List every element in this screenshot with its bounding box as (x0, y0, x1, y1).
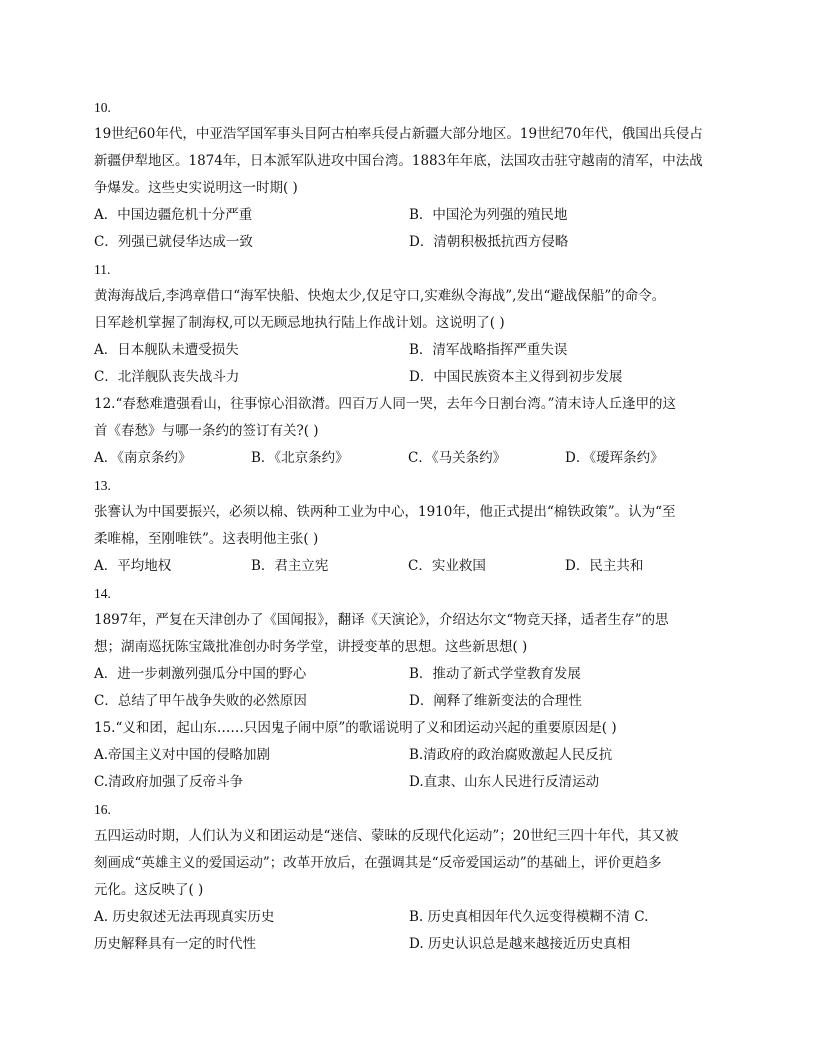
option-d: D．清朝积极抵抗西方侵略 (409, 234, 569, 250)
option-row (94, 445, 724, 472)
option-b: B．中国沦为列强的殖民地 (409, 207, 568, 223)
question-stem-line: 元化。这反映了( ) (94, 882, 204, 898)
option-a: A．日本舰队未遭受损失 (94, 342, 239, 358)
option-row (94, 661, 724, 688)
option-d: D．《瑷珲条约》 (565, 450, 664, 466)
option-d: D．民主共和 (565, 558, 644, 574)
option-c: C．列强已就侵华达成一致 (94, 234, 253, 250)
question-stem-line: 12.“春愁难遣强看山，往事惊心泪欲潸。四百万人同一哭，去年今日割台湾。”清末诗人丘逢甲的这 (94, 396, 677, 412)
question-number: 11. (94, 262, 111, 277)
option-a: A．平均地权 (94, 558, 172, 574)
question-stem-line: 首《春愁》与哪一条约的签订有关?( ) (94, 423, 319, 439)
option-b: B．推动了新式学堂教育发展 (409, 666, 581, 682)
option-row (94, 904, 724, 931)
option-row (94, 202, 724, 229)
question-stem-line: 新疆伊犁地区。1874年，日本派军队进攻中国台湾。1883年年底，法国攻击驻守越南的清军，中法战 (94, 153, 703, 169)
question-stem-line: 15.“义和团，起山东……只因鬼子闹中原”的歌谣说明了义和团运动兴起的重要原因是( ) (94, 720, 617, 736)
option-row (94, 688, 724, 715)
option-c: C．总结了甲午战争失败的必然原因 (94, 693, 307, 709)
question-number: 10. (94, 100, 111, 115)
option-c: C．北洋舰队丧失战斗力 (94, 369, 240, 385)
question-number: 13. (94, 478, 111, 493)
question-number: 14. (94, 586, 111, 601)
option-row (94, 229, 724, 256)
option-row (94, 931, 724, 958)
question-stem-line: 争爆发。这些史实说明这一时期( ) (94, 180, 298, 196)
option-b: B. 历史真相因年代久远变得模糊不清 C. (409, 909, 649, 925)
option-b: B．清军战略指挥严重失误 (409, 342, 568, 358)
exam-page (94, 94, 724, 958)
question-14 (94, 580, 724, 715)
question-stem-line: 想；湖南巡抚陈宝箴批准创办时务学堂，讲授变革的思想。这些新思想( ) (94, 639, 528, 655)
option-d: D.直隶、山东人民进行反清运动 (409, 774, 600, 790)
question-stem-line: 刻画成“英雄主义的爱国运动”；改革开放后，在强调其是“反帝爱国运动”的基础上，评价更趋多 (94, 855, 662, 871)
option-row (94, 364, 724, 391)
question-12 (94, 391, 724, 472)
question-number: 16. (94, 802, 111, 817)
question-stem-line: 19世纪60年代，中亚浩罕国军事头目阿古柏率兵侵占新疆大部分地区。19世纪70年代，俄国出兵侵占 (94, 126, 703, 142)
option-a: A．《南京条约》 (94, 450, 192, 466)
option-b: B.清政府的政治腐败激起人民反抗 (409, 747, 613, 763)
question-16 (94, 796, 724, 958)
question-stem-line: 1897年，严复在天津创办了《国闻报》，翻译《天演论》，介绍达尔文“物竞天择，适者生存”的思 (94, 612, 669, 628)
option-row (94, 553, 724, 580)
question-13 (94, 472, 724, 580)
question-stem-line: 张謇认为中国要振兴，必须以棉、铁两种工业为中心，1910年，他正式提出“棉铁政策”。认为“至 (94, 504, 676, 520)
option-d: D．阐释了维新变法的合理性 (409, 693, 582, 709)
option-row (94, 337, 724, 364)
option-c: 历史解释具有一定的时代性 (94, 936, 256, 952)
option-a: A.帝国主义对中国的侵略加剧 (94, 747, 271, 763)
question-stem-line: 黄海海战后,李鸿章借口“海军快船、快炮太少,仅足守口,实难纵令海战”,发出“避战保船”的命令。 (94, 288, 666, 304)
question-stem-line: 日军趁机掌握了制海权,可以无顾忌地执行陆上作战计划。这说明了( ) (94, 315, 505, 331)
option-row (94, 769, 724, 796)
question-11 (94, 256, 724, 391)
option-b: B．《北京条约》 (251, 450, 349, 466)
question-10 (94, 94, 724, 256)
option-c: C．实业救国 (408, 558, 486, 574)
option-a: A. 历史叙述无法再现真实历史 (94, 909, 275, 925)
option-d: D. 历史认识总是越来越接近历史真相 (409, 936, 631, 952)
option-c: C.清政府加强了反帝斗争 (94, 774, 244, 790)
option-a: A．中国边疆危机十分严重 (94, 207, 253, 223)
option-d: D．中国民族资本主义得到初步发展 (409, 369, 623, 385)
question-stem-line: 柔唯棉，至刚唯铁”。这表明他主张( ) (94, 531, 319, 547)
option-row (94, 742, 724, 769)
question-stem-line: 五四运动时期，人们认为义和团运动是“迷信、蒙昧的反现代化运动”；20世纪三四十年代，其又被 (94, 828, 679, 844)
option-b: B．君主立宪 (251, 558, 329, 574)
question-15 (94, 715, 724, 796)
option-a: A．进一步刺激列强瓜分中国的野心 (94, 666, 307, 682)
option-c: C．《马关条约》 (408, 450, 507, 466)
